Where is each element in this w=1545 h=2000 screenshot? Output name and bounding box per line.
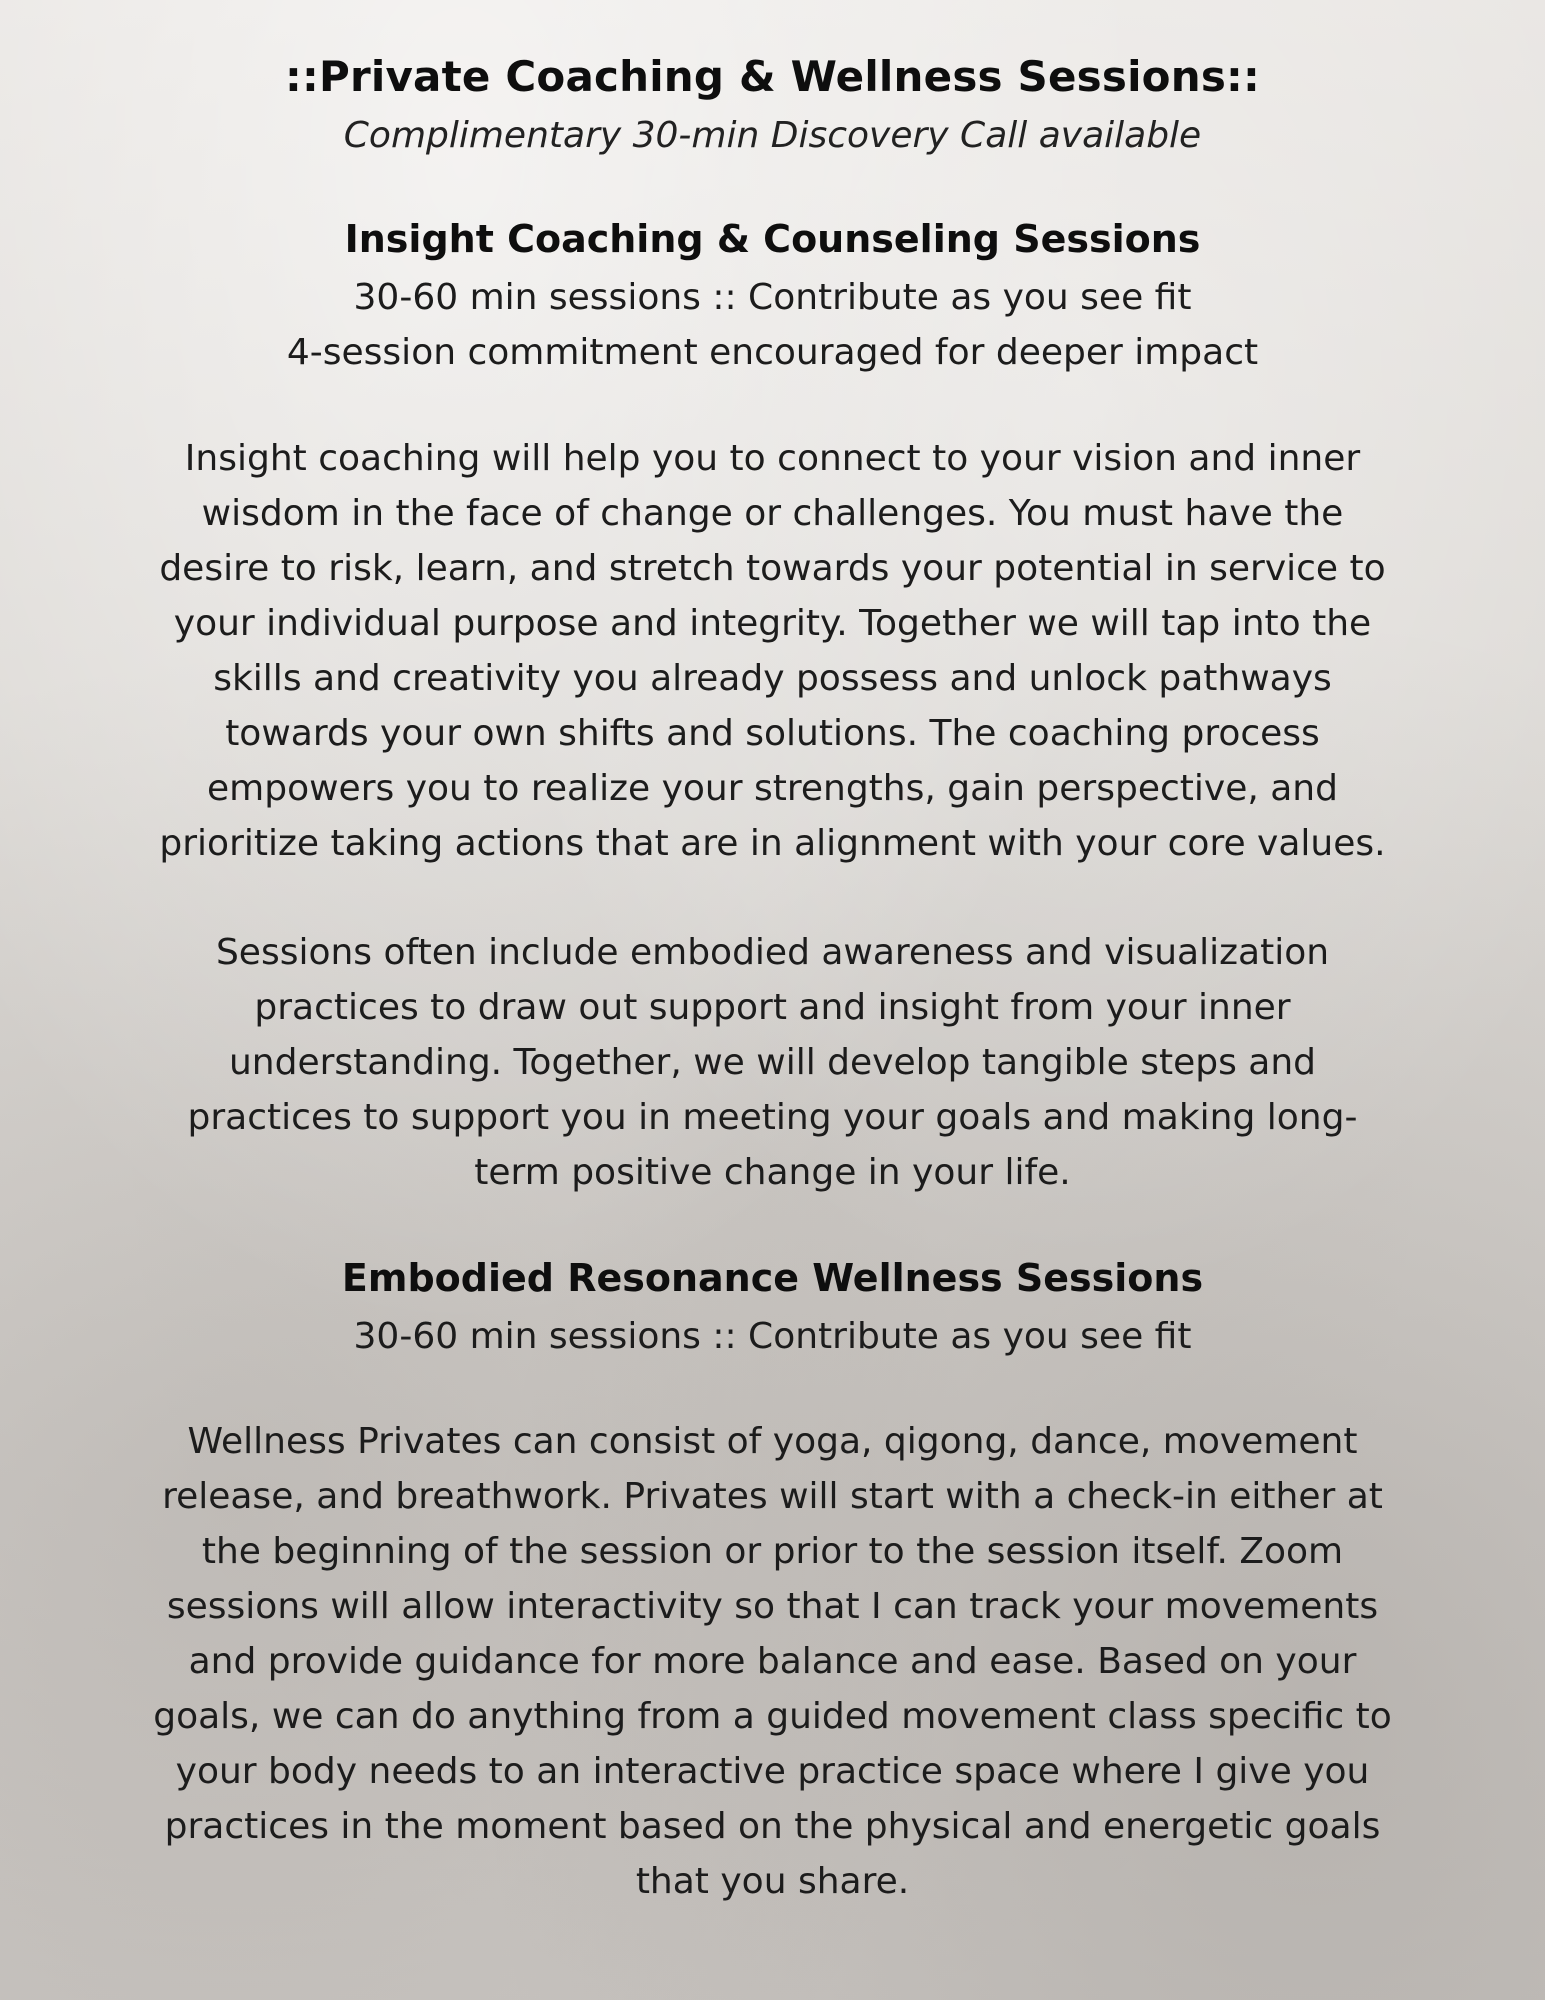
- page-subtitle: Complimentary 30-min Discovery Call available: [343, 115, 1202, 156]
- paragraph-line: towards your own shifts and solutions. The coaching process: [225, 713, 1320, 754]
- paragraph-line: skills and creativity you already possess and unlock pathways: [213, 658, 1332, 699]
- paragraph-line: practices to draw out support and insight from your inner: [254, 987, 1291, 1028]
- paragraph-line: term positive change in your life.: [474, 1152, 1071, 1193]
- sessions-practices-paragraph: [150, 925, 1395, 1200]
- paragraph-line: prioritize taking actions that are in alignment with your core values.: [159, 823, 1386, 864]
- paragraph-line: Wellness Privates can consist of yoga, qigong, dance, movement: [187, 1421, 1358, 1462]
- paragraph-line: understanding. Together, we will develop tangible steps and: [228, 1042, 1317, 1083]
- page-title: ::Private Coaching & Wellness Sessions::: [284, 52, 1261, 101]
- paragraph-line: that you share.: [635, 1861, 910, 1902]
- paragraph-line: practices to support you in meeting your goals and making long-: [187, 1097, 1358, 1138]
- paragraph-line: the beginning of the session or prior to the session itself. Zoom: [201, 1531, 1344, 1572]
- paragraph-line: Insight coaching will help you to connect to your vision and inner: [184, 438, 1361, 479]
- paragraph-line: wisdom in the face of change or challenges. You must have the: [201, 493, 1344, 534]
- section-info-line-duration: 30-60 min sessions :: Contribute as you see fit: [353, 277, 1192, 318]
- paragraph-line: your individual purpose and integrity. Together we will tap into the: [173, 603, 1372, 644]
- paragraph-line: Sessions often include embodied awareness and visualization: [215, 932, 1330, 973]
- paragraph-line: practices in the moment based on the physical and energetic goals: [164, 1806, 1381, 1847]
- section-heading-embodied-resonance: Embodied Resonance Wellness Sessions: [341, 1256, 1204, 1300]
- paragraph-line: your body needs to an interactive practice space where I give you: [175, 1751, 1370, 1792]
- section-info-line-commitment: 4-session commitment encouraged for deeper impact: [286, 332, 1259, 373]
- paragraph-line: and provide guidance for more balance and ease. Based on your: [188, 1641, 1357, 1682]
- paragraph-line: goals, we can do anything from a guided movement class specific to: [153, 1696, 1392, 1737]
- paragraph-line: desire to risk, learn, and stretch towards your potential in service to: [159, 548, 1386, 589]
- section-heading-insight-coaching: Insight Coaching & Counseling Sessions: [344, 217, 1201, 261]
- paragraph-line: empowers you to realize your strengths, gain perspective, and: [207, 768, 1338, 809]
- wellness-privates-paragraph: [150, 1414, 1395, 1909]
- paragraph-line: sessions will allow interactivity so that I can track your movements: [166, 1586, 1379, 1627]
- paragraph-line: release, and breathwork. Privates will start with a check-in either at: [162, 1476, 1383, 1517]
- insight-coaching-paragraph: [150, 431, 1395, 871]
- section-info-line-duration: 30-60 min sessions :: Contribute as you see fit: [353, 1316, 1192, 1357]
